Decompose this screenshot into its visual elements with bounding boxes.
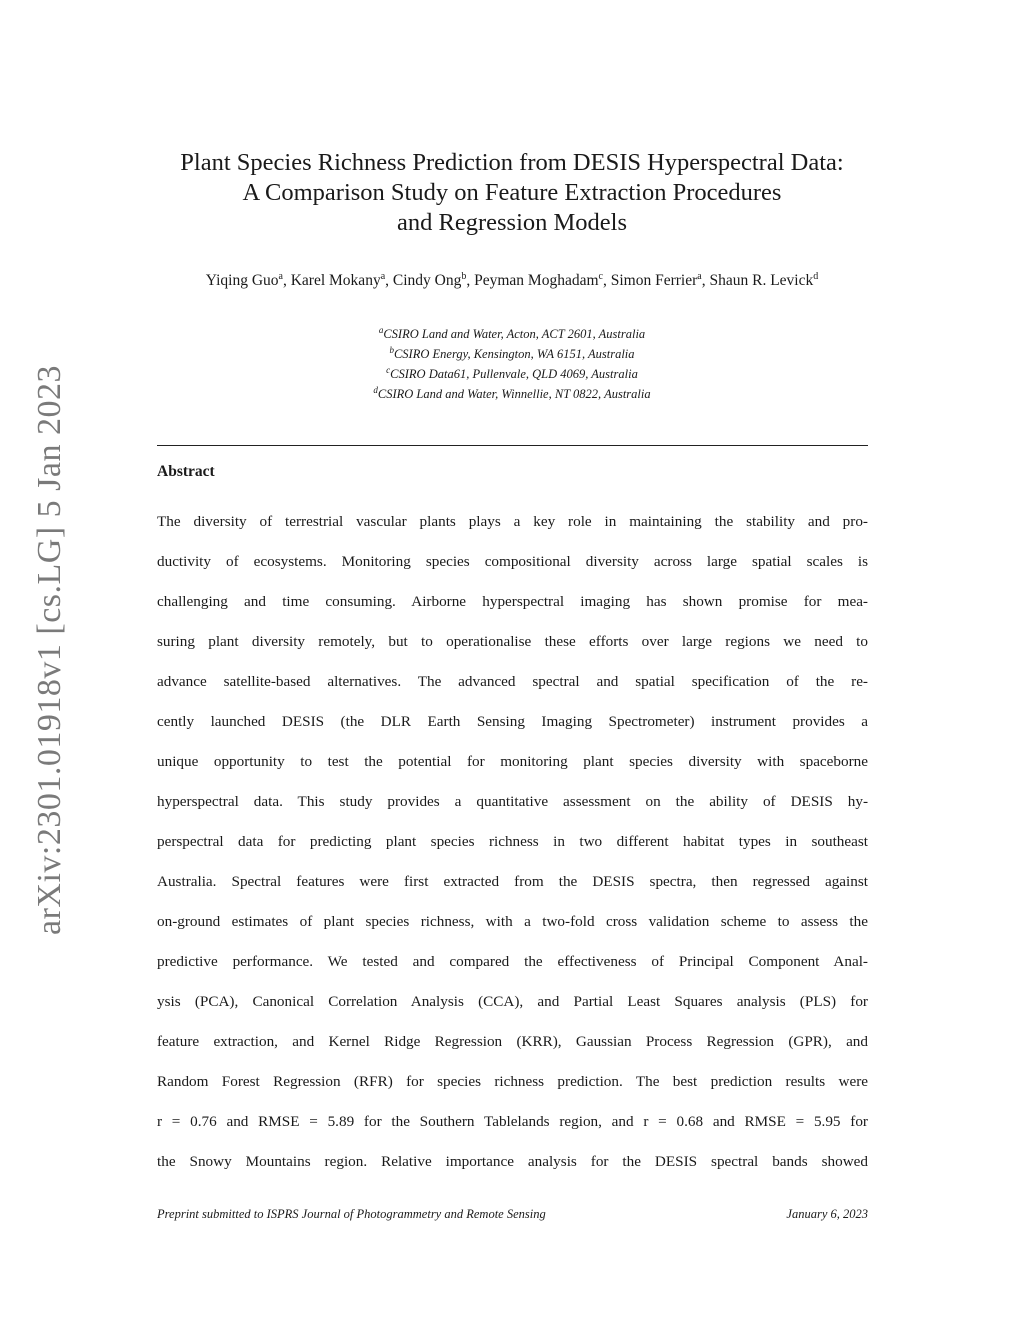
- affiliation: $^a$CSIRO Land and Water, Acton, ACT 2601, Australia: [378, 325, 646, 342]
- abstract-body: [157, 502, 868, 1182]
- footer-date: January 6, 2023: [786, 1207, 868, 1221]
- abstract-line: cently launched DESIS (the DLR Earth Sensing Imaging Spectrometer) instrument provides a: [157, 713, 868, 730]
- footer-preprint-note: Preprint submitted to ISPRS Journal of Photogrammetry and Remote Sensing: [157, 1207, 546, 1221]
- author: Shaun R. Levick$^d$: [709, 271, 819, 290]
- affiliation: $^b$CSIRO Energy, Kensington, WA 6151, Australia: [389, 345, 635, 362]
- abstract-line: feature extraction, and Kernel Ridge Regression (KRR), Gaussian Process Regression (GPR), and: [157, 1033, 868, 1050]
- affiliation: $^c$CSIRO Data61, Pullenvale, QLD 4069, Australia: [386, 365, 638, 382]
- abstract-line: Random Forest Regression (RFR) for species richness prediction. The best prediction results were: [157, 1073, 868, 1090]
- author-list: [160, 266, 864, 291]
- abstract-line: The diversity of terrestrial vascular plants plays a key role in maintaining the stability and pro-: [157, 513, 868, 530]
- author: Karel Mokany$^a$,: [290, 271, 393, 290]
- abstract-line: Australia. Spectral features were first extracted from the DESIS spectra, then regressed against: [157, 873, 868, 890]
- abstract-line: hyperspectral data. This study provides a quantitative assessment on the ability of DESIS hy-: [157, 793, 868, 810]
- abstract-line: predictive performance. We tested and compared the effectiveness of Principal Component Anal-: [157, 953, 868, 970]
- horizontal-rule: [157, 445, 868, 446]
- abstract-line: challenging and time consuming. Airborne hyperspectral imaging has shown promise for mea-: [157, 593, 868, 610]
- abstract-line: on-ground estimates of plant species richness, with a two-fold cross validation scheme to assess the: [157, 913, 868, 930]
- abstract-line: ysis (PCA), Canonical Correlation Analysis (CCA), and Partial Least Squares analysis (PLS) for: [157, 993, 868, 1010]
- author: Yiqing Guo$^a$,: [205, 271, 291, 290]
- abstract-line: r = 0.76 and RMSE = 5.89 for the Southern Tablelands region, and r = 0.68 and RMSE = 5.95 for: [157, 1113, 868, 1130]
- abstract-line: perspectral data for predicting plant species richness in two different habitat types in southeast: [157, 833, 868, 850]
- abstract-line: ductivity of ecosystems. Monitoring species compositional diversity across large spatial scales is: [157, 553, 868, 570]
- author: Cindy Ong$^b$,: [392, 271, 475, 290]
- author: Simon Ferrier$^a$,: [610, 271, 710, 290]
- abstract-line: the Snowy Mountains region. Relative importance analysis for the DESIS spectral bands showed: [157, 1153, 868, 1170]
- affiliation-list: [200, 322, 824, 403]
- author: Peyman Moghadam$^c$,: [474, 271, 611, 290]
- affiliation: $^d$CSIRO Land and Water, Winnellie, NT 0822, Australia: [373, 385, 651, 402]
- abstract-heading: Abstract: [157, 463, 215, 480]
- arxiv-identifier-stamp: arXiv:2301.01918v1 [cs.LG] 5 Jan 2023: [31, 365, 68, 935]
- paper-title-line: and Regression Models: [397, 209, 627, 236]
- abstract-line: unique opportunity to test the potential for monitoring plant species diversity with spaceborne: [157, 753, 868, 770]
- paper-title-line: Plant Species Richness Prediction from DESIS Hyperspectral Data:: [180, 149, 844, 176]
- paper-title: [150, 148, 874, 238]
- paper-title-line: A Comparison Study on Feature Extraction Procedures: [242, 179, 782, 206]
- abstract-line: suring plant diversity remotely, but to operationalise these efforts over large regions we need to: [157, 633, 868, 650]
- abstract-line: advance satellite-based alternatives. The advanced spectral and spatial specification of the re-: [157, 673, 868, 690]
